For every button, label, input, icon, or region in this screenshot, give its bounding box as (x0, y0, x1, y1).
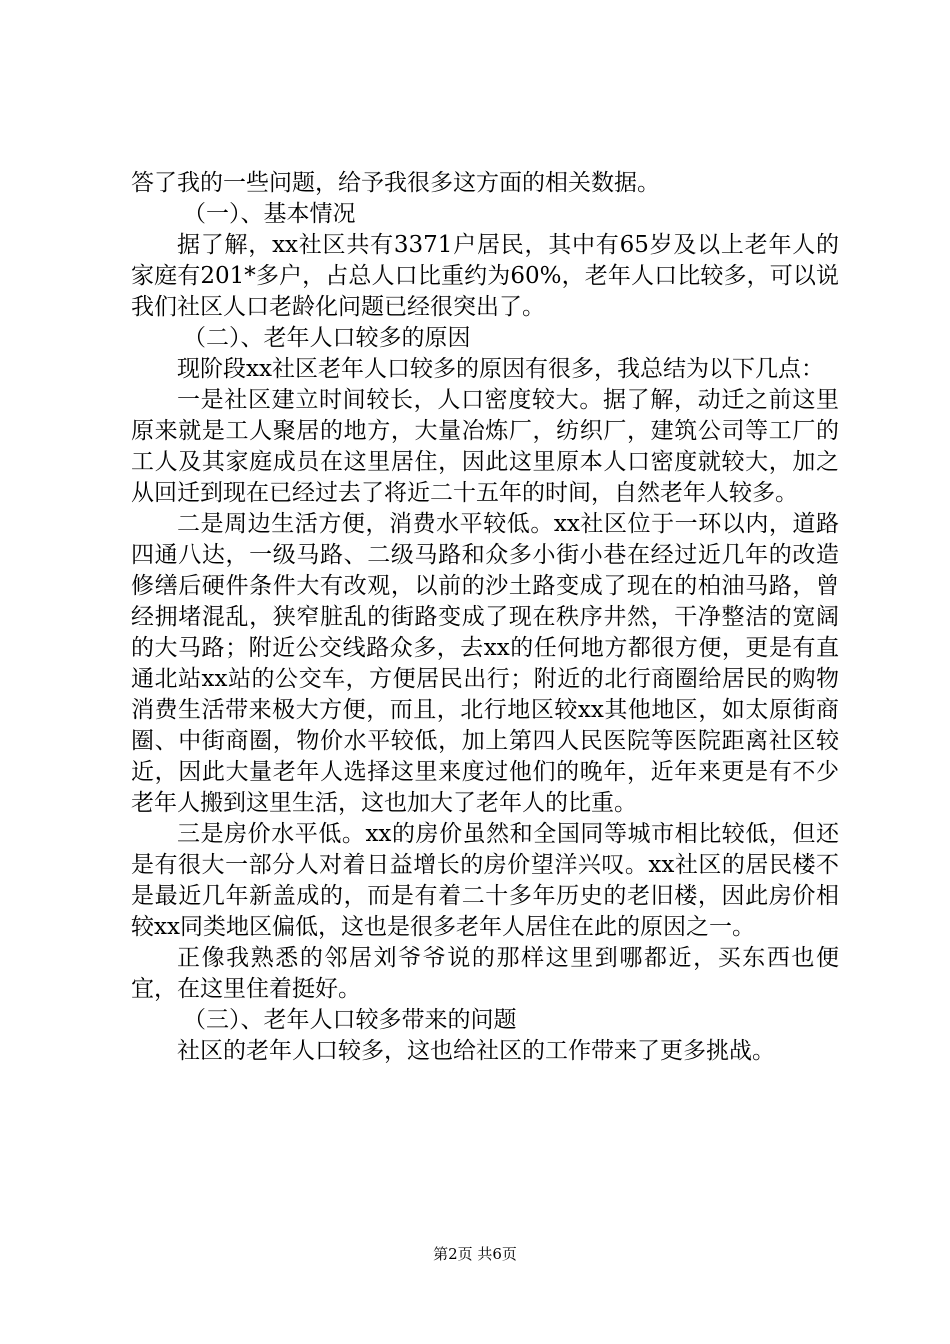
paragraph-reasons-intro: 现阶段xx社区老年人口较多的原因有很多，我总结为以下几点： (177, 356, 824, 382)
paragraph-neighbor-quote: 正像我熟悉的邻居刘爷爷说的那样这里到哪都近，买东西也便宜，在这里住着挺好。 (131, 945, 839, 1002)
paragraph-reason-three: 三是房价水平低。xx的房价虽然和全国同等城市相比较低，但还是有很大一部分人对着日益增长的房价望洋兴叹。xx社区的居民楼不是最近几年新盖成的，而是有着二十多年历史的老旧楼，因此房价相较xx同类地区偏低，这也是很多老年人居住在此的原因之一。 (131, 821, 839, 940)
paragraph-reason-one: 一是社区建立时间较长，人口密度较大。据了解，动迁之前这里原来就是工人聚居的地方，大量冶炼厂，纺织厂，建筑公司等工厂的工人及其家庭成员在这里居住，因此这里原本人口密度就较大，加之从回迁到现在已经过去了将近二十五年的时间，自然老年人较多。 (131, 387, 839, 506)
paragraph-reason-two: 二是周边生活方便，消费水平较低。xx社区位于一环以内，道路四通八达，一级马路、二级马路和众多小街小巷在经过近几年的改造修缮后硬件条件大有改观，以前的沙土路变成了现在的柏油马路，曾经拥堵混乱，狭窄脏乱的街路变成了现在秩序井然，干净整洁的宽阔的大马路；附近公交线路众多，去xx的任何地方都很方便，更是有直通北站xx站的公交车，方便居民出行；附近的北行商圈给居民的购物消费生活带来极大方便，而且，北行地区较xx其他地区，如太原街商圈、中街商圈，物价水平较低，加上第四人民医院等医院距离社区较近，因此大量老年人选择这里来度过他们的晚年，近年来更是有不少老年人搬到这里生活，这也加大了老年人的比重。 (131, 511, 839, 816)
page-body (131, 168, 839, 1067)
section-heading-reasons: （二）、老年人口较多的原因 (183, 325, 471, 351)
paragraph-continuation: 答了我的一些问题，给予我很多这方面的相关数据。 (131, 170, 660, 196)
section-heading-problems: （三）、老年人口较多带来的问题 (183, 1007, 517, 1033)
section-heading-basic-info: （一）、基本情况 (183, 201, 356, 227)
paragraph-problems-intro: 社区的老年人口较多，这也给社区的工作带来了更多挑战。 (177, 1038, 775, 1064)
page-footer: 第2页 共6页 (433, 1245, 517, 1263)
paragraph-basic-info: 据了解，xx社区共有3371户居民，其中有65岁及以上老年人的家庭有201*多户，占总人口比重约为60%，老年人口比较多，可以说我们社区人口老龄化问题已经很突出了。 (131, 232, 839, 320)
